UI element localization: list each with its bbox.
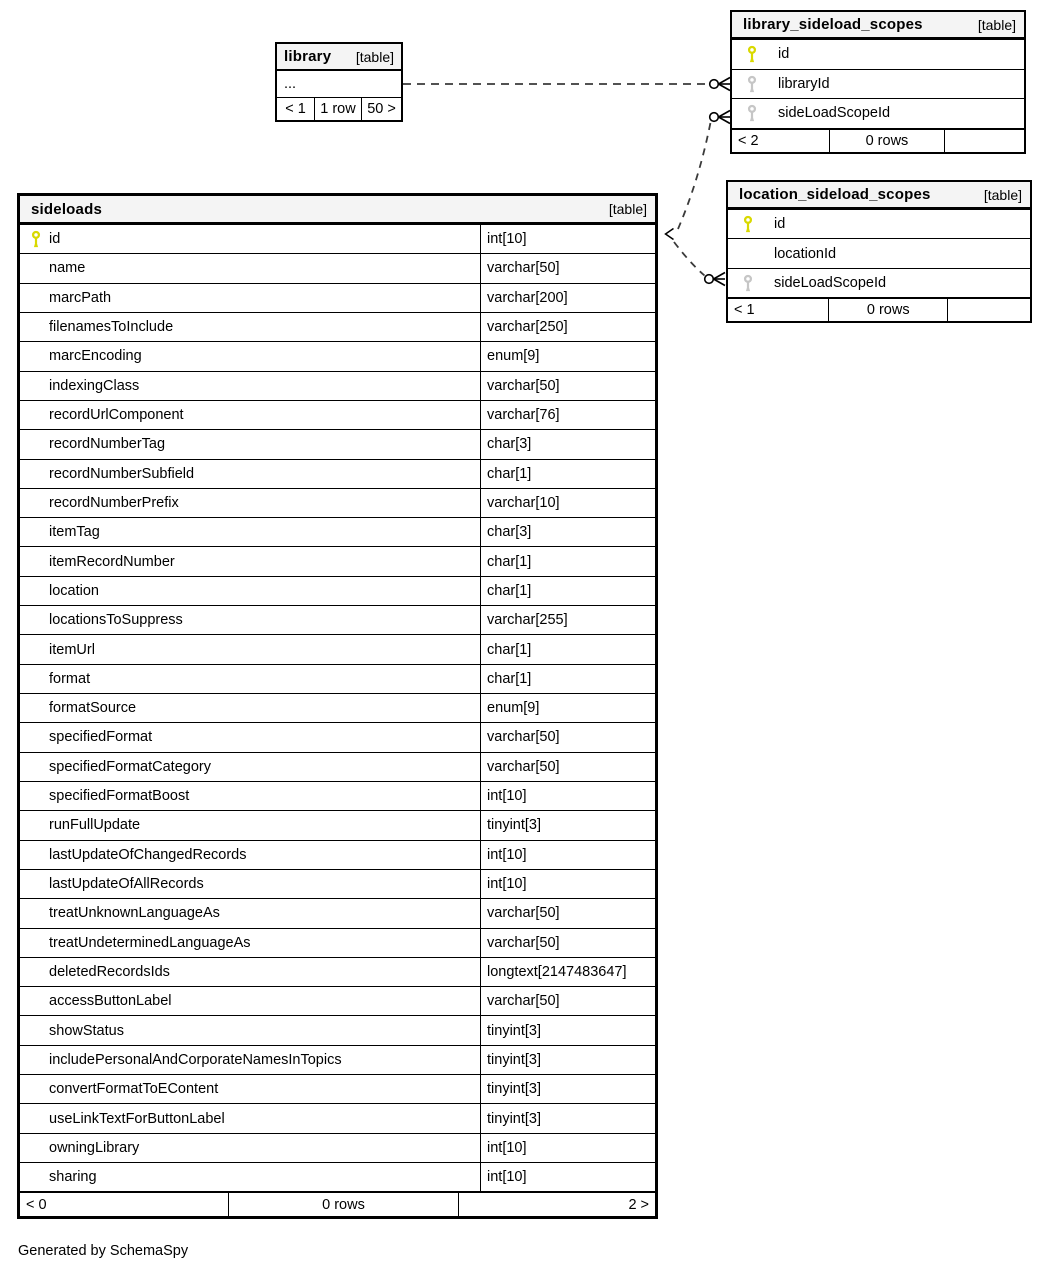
column-type: varchar[255] — [480, 606, 655, 634]
column-type: tinyint[3] — [480, 1075, 655, 1103]
table-row — [728, 238, 1030, 267]
column-type: int[10] — [480, 841, 655, 869]
column-type: varchar[50] — [480, 723, 655, 751]
table-row — [20, 429, 655, 458]
column-name: includePersonalAndCorporateNamesInTopics — [49, 1051, 342, 1068]
table-row — [20, 781, 655, 810]
table-row — [20, 312, 655, 341]
relation-one-end-marker — [666, 229, 674, 240]
table-tag: [table] — [608, 201, 647, 217]
column-name: treatUndeterminedLanguageAs — [49, 934, 251, 951]
crow-foot-icon — [719, 111, 731, 124]
table-row — [20, 371, 655, 400]
column-type: char[1] — [480, 665, 655, 693]
column-type: enum[9] — [480, 694, 655, 722]
table-row — [20, 253, 655, 282]
column-type: int[10] — [480, 870, 655, 898]
table-row — [20, 224, 655, 253]
table-title[interactable]: location_sideload_scopes — [739, 186, 931, 203]
table-tag: [table] — [355, 48, 394, 65]
column-type: char[1] — [480, 635, 655, 663]
table-header — [20, 196, 655, 224]
collapsed-columns-row: ... — [284, 76, 297, 92]
table-library-sideload-scopes[interactable] — [730, 10, 1026, 154]
column-name: marcPath — [49, 289, 112, 306]
key-icon — [30, 231, 42, 248]
column-name: itemRecordNumber — [49, 553, 175, 570]
table-footer — [20, 1191, 655, 1216]
footer-children — [947, 299, 1030, 321]
column-name: itemTag — [49, 524, 100, 541]
key-icon — [746, 105, 758, 122]
column-name: lastUpdateOfChangedRecords — [49, 846, 247, 863]
column-type: varchar[50] — [480, 987, 655, 1015]
column-type: varchar[50] — [480, 372, 655, 400]
column-name: locationsToSuppress — [49, 612, 183, 629]
column-type: char[1] — [480, 577, 655, 605]
column-name: recordUrlComponent — [49, 407, 184, 424]
table-row — [20, 928, 655, 957]
column-name: id — [774, 216, 786, 233]
column-type: int[10] — [480, 782, 655, 810]
relation-library-to-library-sideload-scopes — [403, 78, 730, 91]
column-type: longtext[2147483647] — [480, 958, 655, 986]
table-row — [20, 1133, 655, 1162]
table-row — [732, 39, 1024, 69]
column-name: treatUnknownLanguageAs — [49, 905, 220, 922]
table-footer — [277, 97, 401, 120]
column-name: specifiedFormatCategory — [49, 758, 211, 775]
table-footer — [728, 297, 1030, 321]
table-row — [20, 898, 655, 927]
relation-sideloads-to-location-sideload-scopes — [674, 242, 725, 286]
table-footer — [732, 128, 1024, 152]
column-name: locationId — [774, 245, 837, 262]
key-icon — [742, 274, 754, 291]
table-row — [732, 98, 1024, 128]
footer-parents: < 1 — [734, 302, 755, 319]
column-type: int[10] — [480, 1163, 655, 1191]
column-type: char[1] — [480, 547, 655, 575]
table-tag: [table] — [983, 186, 1022, 203]
table-title[interactable]: sideloads — [31, 200, 102, 218]
column-name: accessButtonLabel — [49, 993, 172, 1010]
table-row — [20, 576, 655, 605]
table-row — [20, 546, 655, 575]
column-name: libraryId — [778, 75, 830, 92]
table-row — [20, 752, 655, 781]
table-header — [732, 12, 1024, 39]
column-name: location — [49, 582, 99, 599]
table-row — [20, 957, 655, 986]
table-row — [728, 209, 1030, 238]
key-icon — [746, 75, 758, 92]
column-type: char[1] — [480, 460, 655, 488]
table-row — [20, 840, 655, 869]
relation-sideloads-to-library-sideload-scopes — [678, 111, 730, 230]
table-title[interactable]: library — [284, 48, 332, 65]
footer-rowcount: 1 row — [314, 98, 361, 120]
table-row — [20, 1103, 655, 1132]
table-title[interactable]: library_sideload_scopes — [743, 16, 923, 33]
column-type: varchar[50] — [480, 929, 655, 957]
table-row — [20, 810, 655, 839]
footer-rowcount: 0 rows — [828, 299, 947, 321]
column-type: char[3] — [480, 518, 655, 546]
table-row — [20, 986, 655, 1015]
column-type: varchar[50] — [480, 899, 655, 927]
table-row — [20, 517, 655, 546]
column-type: int[10] — [480, 225, 655, 253]
table-row — [20, 634, 655, 663]
crow-foot-icon — [714, 273, 726, 286]
table-row — [20, 400, 655, 429]
column-type: varchar[200] — [480, 284, 655, 312]
column-name: useLinkTextForButtonLabel — [49, 1110, 225, 1127]
generated-by-note: Generated by SchemaSpy — [18, 1243, 189, 1259]
footer-rowcount: 0 rows — [829, 130, 944, 152]
table-row — [20, 664, 655, 693]
key-icon — [746, 46, 758, 63]
footer-children: 2 > — [458, 1193, 655, 1216]
table-row — [20, 1015, 655, 1044]
column-name: specifiedFormatBoost — [49, 788, 190, 805]
column-name: recordNumberTag — [49, 436, 166, 453]
table-row — [20, 1045, 655, 1074]
column-type: tinyint[3] — [480, 1016, 655, 1044]
footer-parents: < 0 — [26, 1196, 47, 1213]
footer-children: 50 > — [361, 98, 401, 120]
table-row — [20, 459, 655, 488]
column-type: varchar[50] — [480, 753, 655, 781]
footer-parents: < 1 — [285, 101, 306, 117]
column-name: lastUpdateOfAllRecords — [49, 876, 204, 893]
column-name: marcEncoding — [49, 348, 142, 365]
column-name: sideLoadScopeId — [778, 105, 891, 122]
table-row — [20, 283, 655, 312]
column-type: tinyint[3] — [480, 1046, 655, 1074]
column-name: id — [778, 46, 790, 63]
column-type: varchar[76] — [480, 401, 655, 429]
footer-parents: < 2 — [738, 132, 759, 149]
column-name: recordNumberSubfield — [49, 465, 195, 482]
column-name: name — [49, 260, 86, 277]
table-location-sideload-scopes[interactable] — [726, 180, 1032, 323]
table-row — [728, 268, 1030, 297]
table-row — [20, 605, 655, 634]
table-sideloads[interactable] — [17, 193, 658, 1219]
crow-foot-icon — [719, 78, 731, 91]
column-type: varchar[50] — [480, 254, 655, 282]
column-name: id — [49, 231, 61, 248]
column-name: specifiedFormat — [49, 729, 153, 746]
table-row — [20, 722, 655, 751]
column-name: itemUrl — [49, 641, 95, 658]
column-type: char[3] — [480, 430, 655, 458]
column-type: tinyint[3] — [480, 811, 655, 839]
table-row — [732, 69, 1024, 99]
footer-children — [944, 130, 1024, 152]
footer-rowcount: 0 rows — [228, 1193, 458, 1216]
column-name: deletedRecordsIds — [49, 963, 170, 980]
column-name: formatSource — [49, 700, 137, 717]
table-row — [20, 488, 655, 517]
column-name: convertFormatToEContent — [49, 1081, 219, 1098]
table-header — [728, 182, 1030, 209]
key-icon — [742, 216, 754, 233]
column-name: recordNumberPrefix — [49, 494, 179, 511]
table-row — [20, 1162, 655, 1191]
table-header — [277, 44, 401, 71]
column-type: varchar[250] — [480, 313, 655, 341]
column-type: varchar[10] — [480, 489, 655, 517]
column-name: filenamesToInclude — [49, 319, 174, 336]
column-name: showStatus — [49, 1022, 124, 1039]
table-library[interactable] — [275, 42, 403, 122]
column-type: enum[9] — [480, 342, 655, 370]
column-type: int[10] — [480, 1134, 655, 1162]
column-name: sideLoadScopeId — [774, 274, 887, 291]
column-name: indexingClass — [49, 377, 140, 394]
table-row — [20, 869, 655, 898]
column-name: sharing — [49, 1169, 97, 1186]
table-tag: [table] — [977, 16, 1016, 33]
column-name: owningLibrary — [49, 1139, 140, 1156]
table-row — [20, 1074, 655, 1103]
column-name: format — [49, 670, 91, 687]
table-row — [20, 341, 655, 370]
table-row — [20, 693, 655, 722]
column-type: tinyint[3] — [480, 1104, 655, 1132]
column-name: runFullUpdate — [49, 817, 141, 834]
